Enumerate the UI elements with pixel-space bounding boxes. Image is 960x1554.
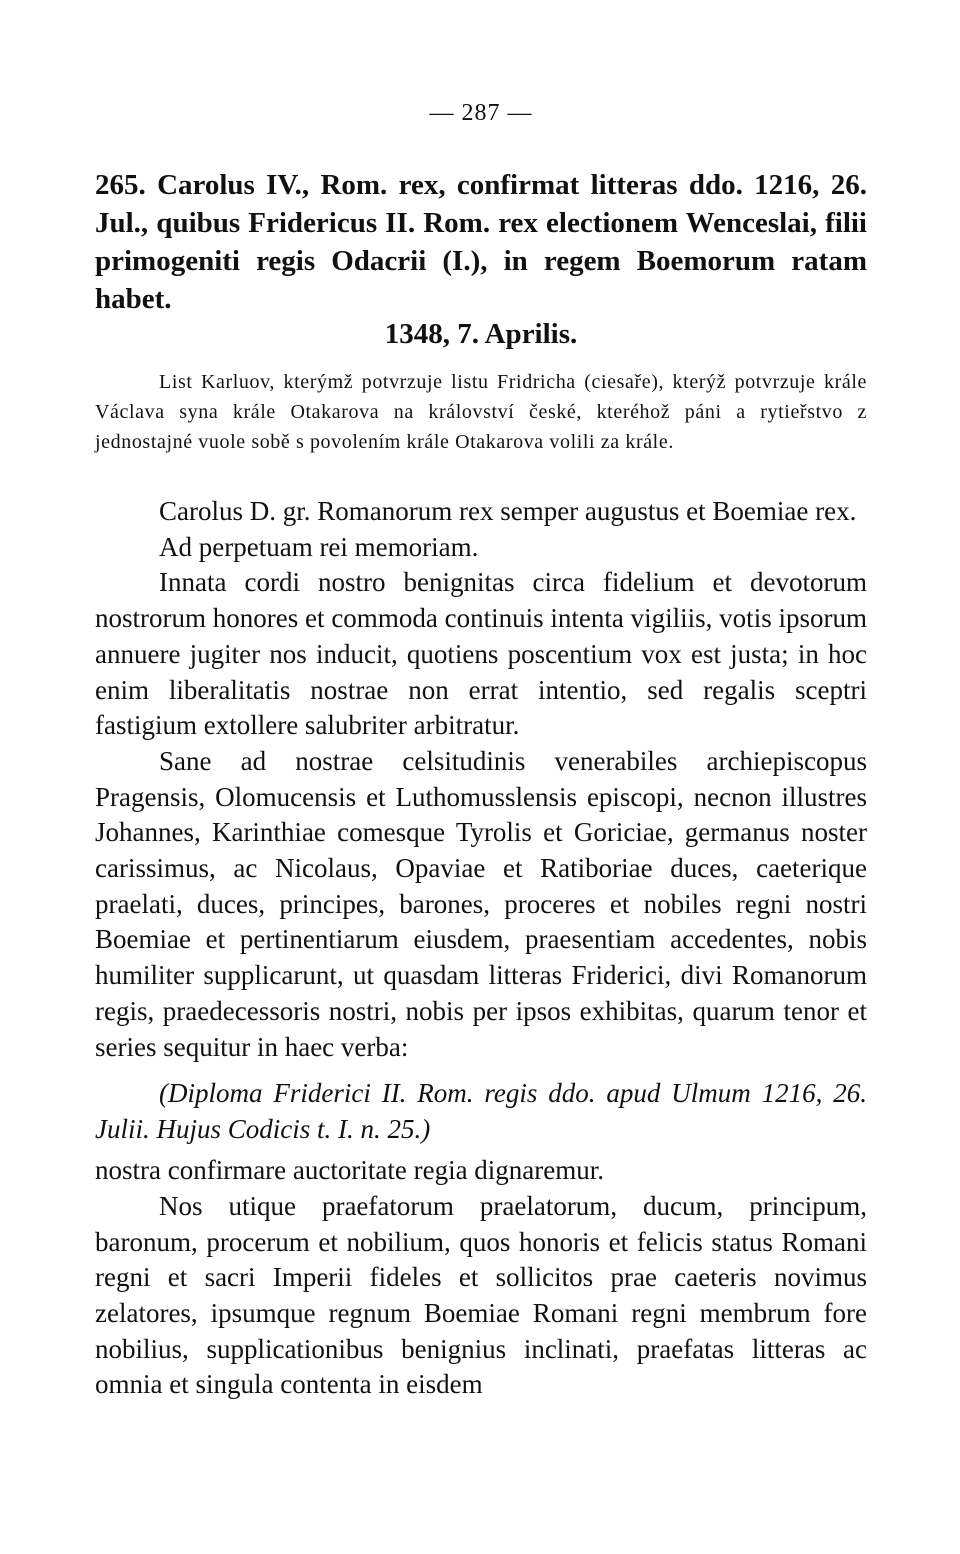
body-paragraph: nostra confirmare auctoritate regia dignaremur. (95, 1155, 605, 1186)
document-date: 1348, 7. Aprilis. (384, 318, 578, 350)
body-paragraph: Nos utique praefatorum praelatorum, ducum, principum, baronum, procerum et nobilium, quos honoris et felicis status Romani regni et sacri Imperii fideles et sollicitos prae caeteris novimus zelatores, ipsumque regnum Boemiae Romani regni membrum fore nobilius, supplicationibus benignius inclinati, praefatas litteras ac omnia et singula contenta in eisdem (95, 1190, 867, 1400)
document-body (95, 494, 867, 1403)
document-heading: 265. Carolus IV., Rom. rex, confirmat litteras ddo. 1216, 26. Jul., quibus Fridericus II. Rom. rex electionem Wenceslai, filii primogeniti regis Odacrii (I.), in regem Boemorum ratam habet. (95, 169, 867, 315)
memoria-line: Ad perpetuam rei memoriam. (159, 531, 479, 562)
czech-summary: List Karluov, kterýmž potvrzuje listu Fridricha (ciesaře), kterýž potvrzuje krále Václava syna krále Otakarova na království české, kteréhož páni a rytieřstvo z jednostajné vuole sobě s povolením krále Otakarova volili za krále. (95, 371, 867, 453)
page-number: — 287 — (429, 100, 533, 126)
inserted-diploma-reference: (Diploma Friderici II. Rom. regis ddo. apud Ulmum 1216, 26. Julii. Hujus Codicis t. I. n. 25.) (95, 1078, 867, 1145)
body-paragraph: Sane ad nostrae celsitudinis venerabiles archiepiscopus Pragensis, Olomucensis et Luthomusslensis episcopi, necnon illustres Johannes, Karinthiae comesque Tyrolis et Goriciae, germanus noster carissimus, ac Nicolaus, Opaviae et Ratiboriae duces, caeterique praelati, duces, principes, barones, proceres et nobiles regni nostri Boemiae et pertinentiarum eiusdem, praesentiam accedentes, nobis humiliter supplicarunt, ut quasdam litteras Friderici, divi Romanorum regis, praedecessoris nostri, nobis per ipsos exhibitas, quarum tenor et series sequitur in haec verba: (95, 745, 867, 1062)
salutation: Carolus D. gr. Romanorum rex semper augustus et Boemiae rex. (159, 496, 857, 526)
body-paragraph: Innata cordi nostro benignitas circa fidelium et devotorum nostrorum honores et commoda continuis intenta vigiliis, votis ipsorum annuere jugiter nos inducit, quotiens poscentium vox est justa; in hoc enim liberalitatis nostrae non errat intentio, sed regalis sceptri fastigium extollere salubriter arbitratur. (95, 567, 867, 741)
